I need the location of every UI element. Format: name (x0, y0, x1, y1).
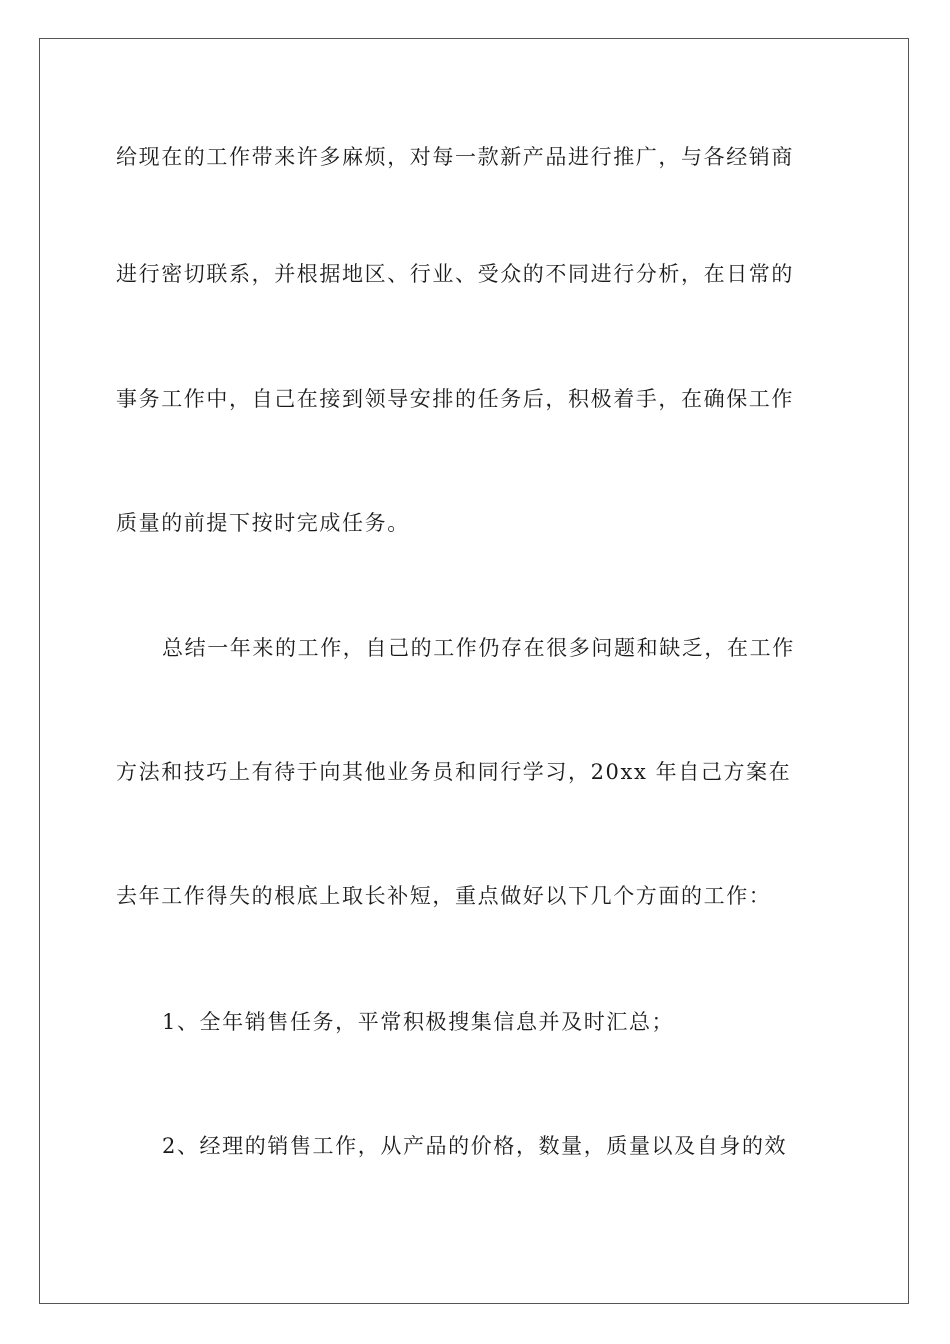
list-item-1: 1、全年销售任务，平常积极搜集信息并及时汇总； (162, 1010, 675, 1034)
page-frame (39, 38, 909, 1304)
paragraph-line-3: 事务工作中，自己在接到领导安排的任务后，积极着手，在确保工作 (116, 387, 794, 411)
paragraph-line-6: 方法和技巧上有待于向其他业务员和同行学习，20xx 年自己方案在 (116, 760, 792, 784)
paragraph-line-4: 质量的前提下按时完成任务。 (116, 511, 410, 535)
paragraph-line-5: 总结一年来的工作，自己的工作仍存在很多问题和缺乏，在工作 (162, 636, 795, 660)
paragraph-line-2: 进行密切联系，并根据地区、行业、受众的不同进行分析，在日常的 (116, 262, 794, 286)
paragraph-line-7: 去年工作得失的根底上取长补短，重点做好以下几个方面的工作： (116, 884, 772, 908)
list-item-2: 2、经理的销售工作，从产品的价格，数量，质量以及自身的效 (162, 1134, 788, 1158)
paragraph-line-1: 给现在的工作带来许多麻烦，对每一款新产品进行推广，与各经销商 (116, 145, 794, 169)
